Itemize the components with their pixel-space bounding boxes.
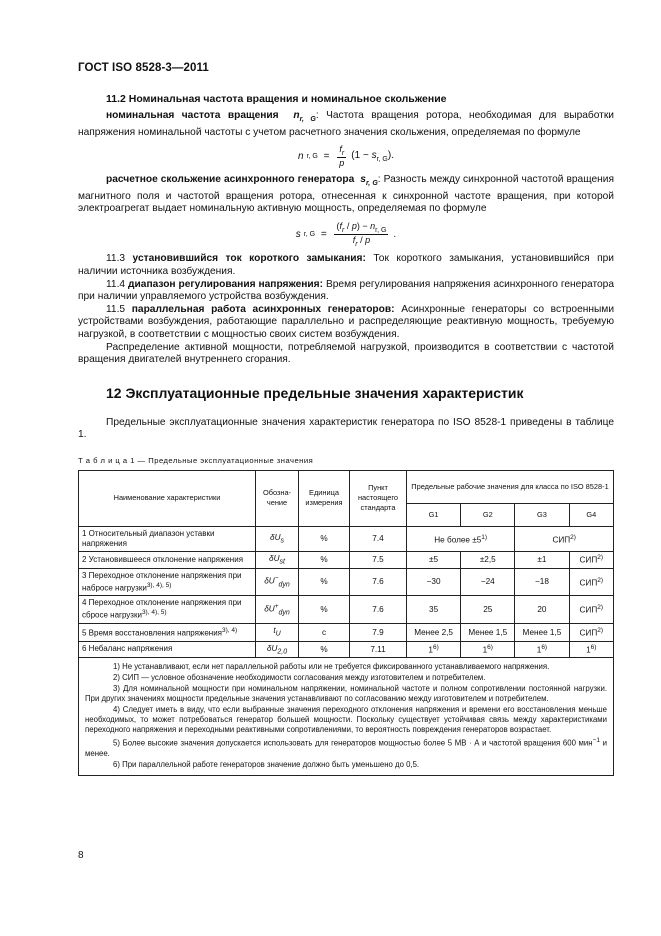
row-g3: ±1 (515, 551, 569, 568)
row-g1: −30 (407, 568, 461, 596)
paragraph-slip (78, 174, 614, 216)
row-unit: % (299, 551, 350, 568)
paragraph-11-5 (78, 304, 614, 342)
table-row (79, 641, 614, 658)
row-clause: 7.4 (350, 526, 407, 551)
row-unit: % (299, 596, 350, 624)
row-g4: СИП$^{2)}$ (569, 551, 613, 568)
row-g2: −24 (461, 568, 515, 596)
table-row (79, 623, 614, 641)
text-short-circuit: Ток короткого замыкания, установившийся при наличии источника возбуждения. (78, 253, 614, 278)
row-symbol: $\delta U^-_{dyn}$ (256, 568, 299, 596)
section-12-title: 12 Эксплуатационные предельные значения характеристик (106, 384, 524, 401)
formula-srG: s r, G = $\frac{(f_r / p) - n_{r, G}}{f_r / p}$ . (295, 220, 397, 248)
row-g4: СИП$^{2)}$ (569, 596, 613, 624)
section-11-2-title: 11.2 Номинальная частота вращения и номинальное скольжение (106, 93, 447, 105)
term-slip: расчетное скольжение асинхронного генератора (106, 174, 355, 186)
row-g3: 20 (515, 596, 569, 624)
formula-nrG: n r, G = $\frac{f_r}{p}$ $(1 - s_{r, G})$. (298, 144, 394, 169)
table-notes (79, 658, 614, 776)
row-clause: 7.6 (350, 596, 407, 624)
paragraph-rated-speed (78, 110, 614, 139)
table-row (79, 526, 614, 551)
row-symbol: $\delta U^+_{dyn}$ (256, 596, 299, 624)
row-symbol: $\delta U_{st}$ (256, 551, 299, 568)
table-header-row (79, 470, 614, 503)
table-row (79, 551, 614, 568)
section-12-intro: Предельные эксплуатационные значения характеристик генератора по ISO 8528-1 приведены в таблице 1. (78, 416, 614, 441)
term-voltage-range: диапазон регулирования напряжения: (128, 278, 323, 290)
row-clause: 7.6 (350, 568, 407, 596)
clause-11-5-number: 11.5 (106, 303, 126, 315)
paragraph-11-4 (78, 279, 614, 304)
term-short-circuit: установившийся ток короткого замыкания: (132, 253, 366, 265)
row-clause: 7.11 (350, 641, 407, 658)
col-header-symbol: Обозна-чение (256, 470, 299, 526)
row-g1-g2: Не более $\pm 5^{1)}$ (407, 526, 515, 551)
text-rated-speed: : Частота вращения ротора, необходимая для выработки напряжения номинальной частоты с учетом расчетного значения скольжения, определяемая по формуле (78, 110, 614, 138)
row-g3: Менее 1,5 (515, 623, 569, 641)
row-g1: Менее 2,5 (407, 623, 461, 641)
footnote: 1) Не устанавливают, если нет параллельной работы или не требуется фиксированного устанавливаемого напряжения. (113, 662, 550, 672)
row-name: 4 Переходное отклонение напряжения при сбросе нагрузки$^{3), 4), 5)}$ (79, 596, 256, 624)
row-g4: СИП$^{2)}$ (569, 568, 613, 596)
row-g3-g4: СИП$^{2)}$ (515, 526, 614, 551)
row-name: 2 Установившееся отклонение напряжения (79, 551, 256, 568)
col-header-unit: Единица измерения (299, 470, 350, 526)
row-g3: −18 (515, 568, 569, 596)
row-name: 1 Относительный диапазон уставки напряжения (79, 526, 256, 551)
row-name: 6 Небаланс напряжения (79, 641, 256, 658)
footnote: 5) Более высокие значения допускается использовать для генераторов мощностью более 5 МВ · А и частотой вращения 600 мин$^{-1}$ и менее. (85, 737, 607, 758)
clause-11-4-number: 11.4 (106, 278, 126, 290)
row-name: 5 Время восстановления напряжения$^{3), 4)}$ (79, 623, 256, 641)
document-header: ГОСТ ISO 8528-3—2011 (78, 62, 209, 74)
col-header-g4: G4 (569, 503, 613, 526)
row-symbol: $\delta U_{2,0}$ (256, 641, 299, 658)
row-clause: 7.9 (350, 623, 407, 641)
paragraph-11-5-2: Распределение активной мощности, потребляемой нагрузкой, производится в соответствии с частотой вращения двигателей внутреннего сгорания. (78, 341, 614, 366)
footnote: 4) Следует иметь в виду, что если выбранные значения переходного отклонения напряжения и времени его восстановления меньше необходимых, то может потребоваться генератор большей мощности. Поскольку существует устойчивая связь между характеристиками переходного напряжения и переходными реактивными сопротивлениями, то вероятность повреждения генераторов возрастает. (85, 705, 607, 735)
row-g4: СИП$^{2)}$ (569, 623, 613, 641)
col-header-clause: Пункт настоящего стандарта (350, 470, 407, 526)
text-voltage-range: Время регулирования напряжения асинхронного генератора при наличии управляемого устройства возбуждения. (78, 278, 614, 303)
row-clause: 7.5 (350, 551, 407, 568)
symbol-srG: $s_{r, G}$ (357, 174, 378, 188)
row-g2: Менее 1,5 (461, 623, 515, 641)
table-notes-row (79, 658, 614, 776)
symbol-nrG: $n_{r, G}$ (286, 110, 316, 124)
row-g1: 1$^{6)}$ (407, 641, 461, 658)
row-unit: % (299, 568, 350, 596)
row-g1: ±5 (407, 551, 461, 568)
row-g1: 35 (407, 596, 461, 624)
limits-table (78, 470, 614, 776)
footnote: 6) При параллельной работе генераторов значение должно быть уменьшено до 0,5. (113, 759, 420, 769)
footnote: 2) СИП — условное обозначение необходимости согласования между изготовителем и потребителем. (113, 673, 486, 683)
text-slip: : Разность между синхронной частотой вращения магнитного поля и частотой вращения ротора, отнесенная к синхронной частоте вращения, при которой электроагрегат выдает номинальную активную мощность, определяемая по формуле (78, 174, 614, 215)
col-header-name: Наименование характеристики (79, 470, 256, 526)
row-g2: 25 (461, 596, 515, 624)
footnote: 3) Для номинальной мощности при номинальном напряжении, номинальной частоте и полном сопротивлении постоянной нагрузки. При других значениях мощности предельные значения устанавливают по согласованию между изготовителем и потребителем. (85, 684, 607, 704)
col-header-g3: G3 (515, 503, 569, 526)
row-symbol: $\delta U_s$ (256, 526, 299, 551)
row-symbol: $t_U$ (256, 623, 299, 641)
row-g3: 1$^{6)}$ (515, 641, 569, 658)
text-parallel: Асинхронные генераторы со встроенными устройствами возбуждения, работающие параллельно и распределяющие реактивную мощность, требуемую нагрузкой, в соответствии с мощностью своих систем возбуждения. (78, 303, 615, 340)
table-caption: Т а б л и ц а 1 — Предельные эксплуатационные значения (78, 455, 314, 465)
row-unit: с (299, 623, 350, 641)
row-unit: % (299, 526, 350, 551)
page-number: 8 (78, 850, 84, 861)
term-parallel: параллельная работа асинхронных генераторов: (131, 303, 395, 315)
table-row (79, 568, 614, 596)
clause-11-3-number: 11.3 (106, 253, 126, 265)
page-content (78, 62, 614, 776)
col-header-limits: Предельные рабочие значения для класса по ISO 8528-1 (407, 470, 614, 503)
row-g2: 1$^{6)}$ (461, 641, 515, 658)
table-row (79, 596, 614, 624)
paragraph-11-3 (78, 253, 614, 278)
row-g4: 1$^{6)}$ (569, 641, 613, 658)
col-header-g1: G1 (407, 503, 461, 526)
col-header-g2: G2 (461, 503, 515, 526)
row-g2: ±2,5 (461, 551, 515, 568)
term-rated-speed: номинальная частота вращения (106, 110, 279, 121)
row-name: 3 Переходное отклонение напряжения при набросе нагрузки$^{3), 4), 5)}$ (79, 568, 256, 596)
row-unit: % (299, 641, 350, 658)
